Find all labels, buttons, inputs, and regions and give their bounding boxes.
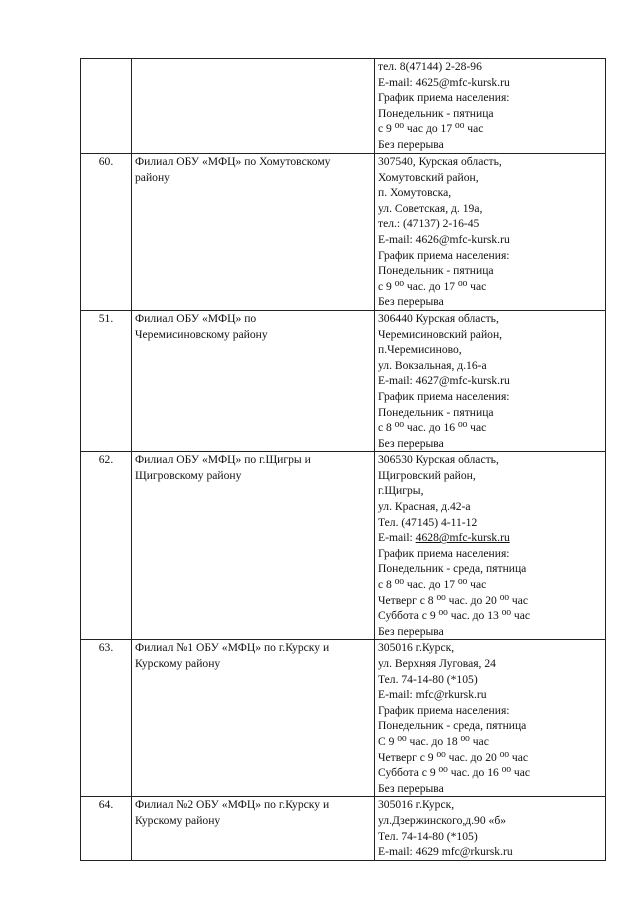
address-line: 305016 г.Курск,: [378, 641, 455, 655]
address-line: График приема населения:: [378, 546, 510, 560]
address-line: График приема населения:: [378, 248, 510, 262]
address-line: E-mail: 4629 mfc@rkursk.ru: [378, 845, 513, 859]
address-line: 306530 Курская область,: [378, 453, 499, 467]
address-line: E-mail: 4628@mfc-kursk.ru: [378, 531, 510, 545]
address-line: Понедельник - пятница: [378, 106, 494, 120]
address-line: тел.: (47137) 2-16-45: [378, 217, 480, 231]
address-line: с 9 ⁰⁰ час до 17 ⁰⁰ час: [378, 122, 484, 136]
row-number: 64.: [98, 798, 114, 812]
address-line: с 8 ⁰⁰ час. до 17 ⁰⁰ час: [378, 578, 487, 592]
address-line: Четверг с 9 ⁰⁰ час. до 20 ⁰⁰ час: [378, 750, 529, 764]
address-line: Хомутовский район,: [378, 170, 479, 184]
address-line: тел. 8(47144) 2-28-96: [378, 60, 482, 73]
address-line: Тел. 74-14-80 (*105): [378, 829, 478, 843]
address-line: ул.Дзержинского,д.90 «б»: [378, 814, 507, 827]
address-schedule-cell: [375, 452, 606, 640]
address-line: График приема населения:: [378, 389, 510, 403]
branch-name-cell: [132, 154, 375, 311]
row-number: 63.: [98, 641, 114, 655]
address-line: п. Хомутовска,: [378, 186, 452, 200]
branch-name-line: Филиал ОБУ «МФЦ» по: [135, 311, 257, 325]
address-line: Понедельник - пятница: [378, 405, 494, 419]
branch-name-line: Филиал ОБУ «МФЦ» по Хомутовскому: [135, 155, 331, 168]
row-number-cell: [81, 640, 132, 797]
address-line: График приема населения:: [378, 703, 510, 717]
branch-name-line: Филиал №2 ОБУ «МФЦ» по г.Курску и: [135, 798, 330, 812]
address-line: Суббота с 9 ⁰⁰ час. до 13 ⁰⁰ час: [378, 609, 531, 623]
address-line: Понедельник - среда, пятница: [378, 719, 527, 733]
table-row: [81, 154, 606, 311]
address-line: Без перерыва: [378, 295, 444, 309]
row-number: 51.: [98, 311, 114, 325]
address-line: 306440 Курская область,: [378, 311, 499, 325]
table-row: [81, 59, 606, 154]
address-line: E-mail: 4626@mfc-kursk.ru: [378, 232, 510, 246]
branch-name-line: Филиал №1 ОБУ «МФЦ» по г.Курску и: [135, 641, 330, 655]
row-number-cell: [81, 154, 132, 311]
address-schedule-cell: [375, 640, 606, 797]
address-schedule-cell: [375, 154, 606, 311]
address-line: Без перерыва: [378, 137, 444, 151]
table-row: [81, 797, 606, 860]
branch-name-line: Щигровскому району: [135, 468, 242, 482]
table-row: [81, 310, 606, 451]
address-line: Суббота с 9 ⁰⁰ час. до 16 ⁰⁰ час: [378, 766, 531, 780]
branch-name-cell: [132, 452, 375, 640]
branch-name-cell: [132, 59, 375, 154]
row-number-cell: [81, 59, 132, 154]
address-line: ул. Советская, д. 19а,: [378, 201, 483, 215]
address-line: ул. Верхняя Луговая, 24: [378, 657, 496, 670]
branch-name-line: Курскому району: [135, 657, 221, 670]
branch-name-cell: [132, 797, 375, 860]
address-line: с 8 ⁰⁰ час. до 16 ⁰⁰ час: [378, 421, 487, 435]
address-line: E-mail: mfc@rkursk.ru: [378, 688, 487, 702]
branch-name-line: Курскому району: [135, 814, 221, 827]
address-line: ул. Вокзальная, д.16-а: [378, 358, 487, 372]
address-line: E-mail: 4625@mfc-kursk.ru: [378, 75, 510, 89]
address-line: Без перерыва: [378, 436, 444, 450]
address-line: Щигровский район,: [378, 468, 476, 482]
branch-name-line: району: [135, 170, 170, 184]
address-schedule-cell: [375, 797, 606, 860]
branches-table: [80, 58, 606, 861]
address-line: Четверг с 8 ⁰⁰ час. до 20 ⁰⁰ час: [378, 593, 529, 607]
address-line: п.Черемисиново,: [378, 343, 462, 357]
address-line: г.Щигры,: [378, 484, 424, 498]
table-row: [81, 640, 606, 797]
address-line: Понедельник - среда, пятница: [378, 562, 527, 576]
address-line: ул. Красная, д.42-а: [378, 500, 471, 514]
branch-name-cell: [132, 640, 375, 797]
address-line: Тел. 74-14-80 (*105): [378, 672, 478, 686]
email-link: 4628@mfc-kursk.ru: [415, 531, 510, 545]
address-line: Тел. (47145) 4-11-12: [378, 515, 478, 529]
table-row: [81, 452, 606, 640]
address-line: С 9 ⁰⁰ час. до 18 ⁰⁰ час: [378, 734, 489, 748]
address-schedule-cell: [375, 59, 606, 154]
row-number: 60.: [98, 155, 114, 168]
address-line: с 9 ⁰⁰ час. до 17 ⁰⁰ час: [378, 279, 487, 293]
row-number-cell: [81, 452, 132, 640]
branch-name-cell: [132, 310, 375, 451]
address-line: График приема населения:: [378, 91, 510, 105]
row-number-cell: [81, 797, 132, 860]
address-line: Без перерыва: [378, 624, 444, 638]
address-line: Без перерыва: [378, 781, 444, 795]
row-number-cell: [81, 310, 132, 451]
address-line: Понедельник - пятница: [378, 264, 494, 278]
address-schedule-cell: [375, 310, 606, 451]
address-line: Черемисиновский район,: [378, 327, 503, 341]
branch-name-line: Черемисиновскому району: [135, 327, 268, 341]
branch-name-line: Филиал ОБУ «МФЦ» по г.Щигры и: [135, 453, 311, 467]
address-line: 305016 г.Курск,: [378, 798, 455, 812]
table-body: [81, 59, 606, 861]
address-line: 307540, Курская область,: [378, 155, 502, 168]
address-line: E-mail: 4627@mfc-kursk.ru: [378, 374, 510, 388]
row-number: 62.: [98, 453, 114, 467]
